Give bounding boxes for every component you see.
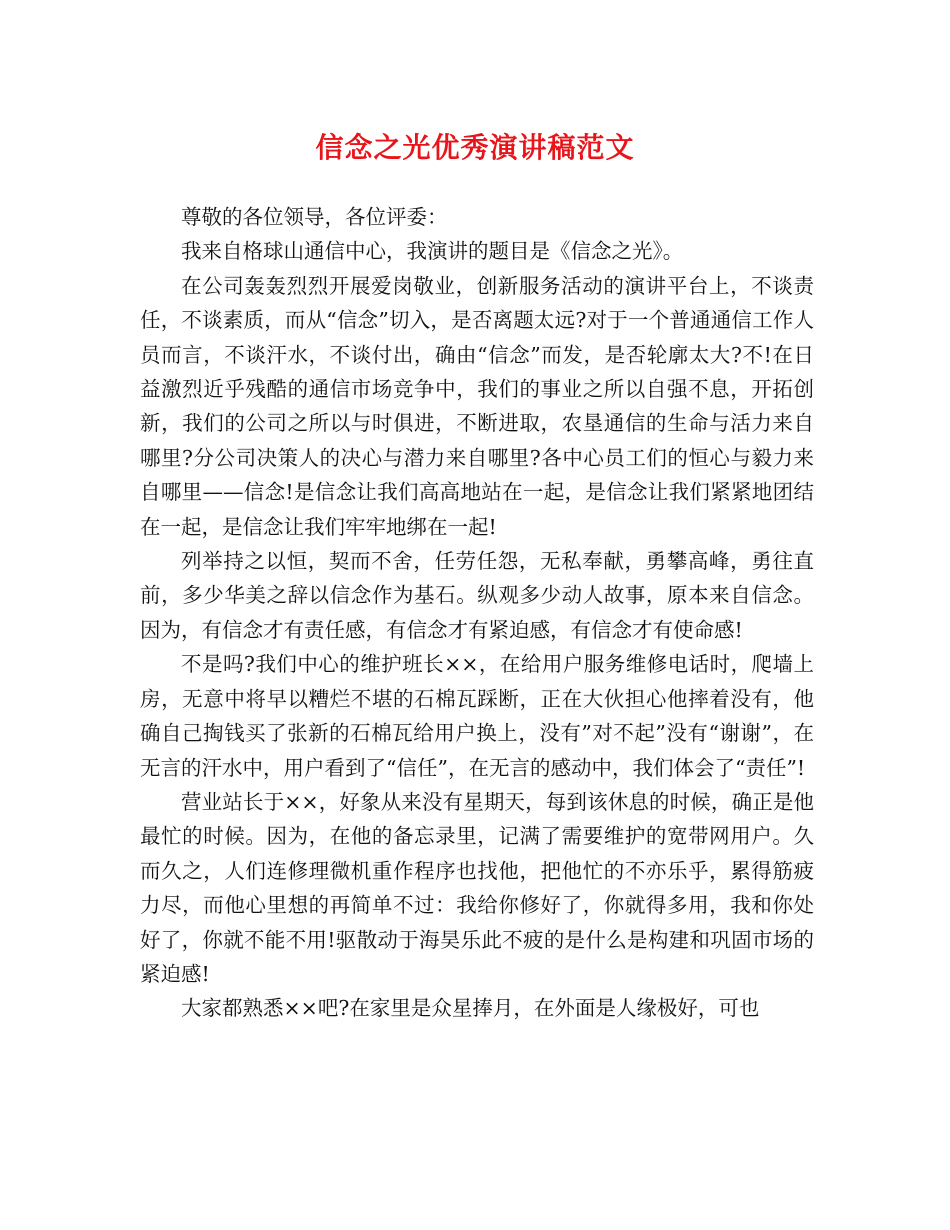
- document-title: 信念之光优秀演讲稿范文: [315, 131, 635, 164]
- body-paragraph: 不是吗?我们中心的维护班长××，在给用户服务维修电话时，爬墙上房，无意中将早以糟烂不堪的石棉瓦踩断，正在大伙担心他摔着没有，他确自己掏钱买了张新的石棉瓦给用户换上，没有”对不起”没有“谢谢”，在无言的汗水中，用户看到了“信任”，在无言的感动中，我们体会了“责任”!: [140, 652, 814, 780]
- body-paragraph: 列举持之以恒，契而不舍，任劳任怨，无私奉献，勇攀高峰，勇往直前，多少华美之辞以信念作为基石。纵观多少动人故事，原本来自信念。因为，有信念才有责任感，有信念才有紧迫感，有信念才有使命感!: [140, 549, 814, 642]
- document-body: [140, 200, 814, 1026]
- body-paragraph: 大家都熟悉××吧?在家里是众星捧月，在外面是人缘极好，可也: [181, 996, 760, 1021]
- body-paragraph: 在公司轰轰烈烈开展爱岗敬业，创新服务活动的演讲平台上，不谈责任，不谈素质，而从“信念”切入，是否离题太远?对于一个普通通信工作人员而言，不谈汗水，不谈付出，确由“信念”而发，是否轮廓太大?不!在日益激烈近乎残酷的通信市场竞争中，我们的事业之所以自强不息，开拓创新，我们的公司之所以与时俱进，不断进取，农垦通信的生命与活力来自哪里?分公司决策人的决心与潜力来自哪里?各中心员工们的恒心与毅力来自哪里——信念!是信念让我们高高地站在一起，是信念让我们紧紧地团结在一起，是信念让我们牢牢地绑在一起!: [140, 273, 814, 539]
- body-paragraph: 营业站长于××，好象从来没有星期天，每到该休息的时候，确正是他最忙的时候。因为，在他的备忘录里，记满了需要维护的宽带网用户。久而久之，人们连修理微机重作程序也找他，把他忙的不亦乐乎，累得筋疲力尽，而他心里想的再简单不过：我给你修好了，你就得多用，我和你处好了，你就不能不用!驱散动于海昊乐此不疲的是什么是构建和巩固市场的紧迫感!: [140, 789, 814, 986]
- greeting-paragraph: 尊敬的各位领导，各位评委：: [181, 205, 448, 229]
- intro-paragraph: 我来自格球山通信中心，我演讲的题目是《信念之光》。: [181, 239, 684, 264]
